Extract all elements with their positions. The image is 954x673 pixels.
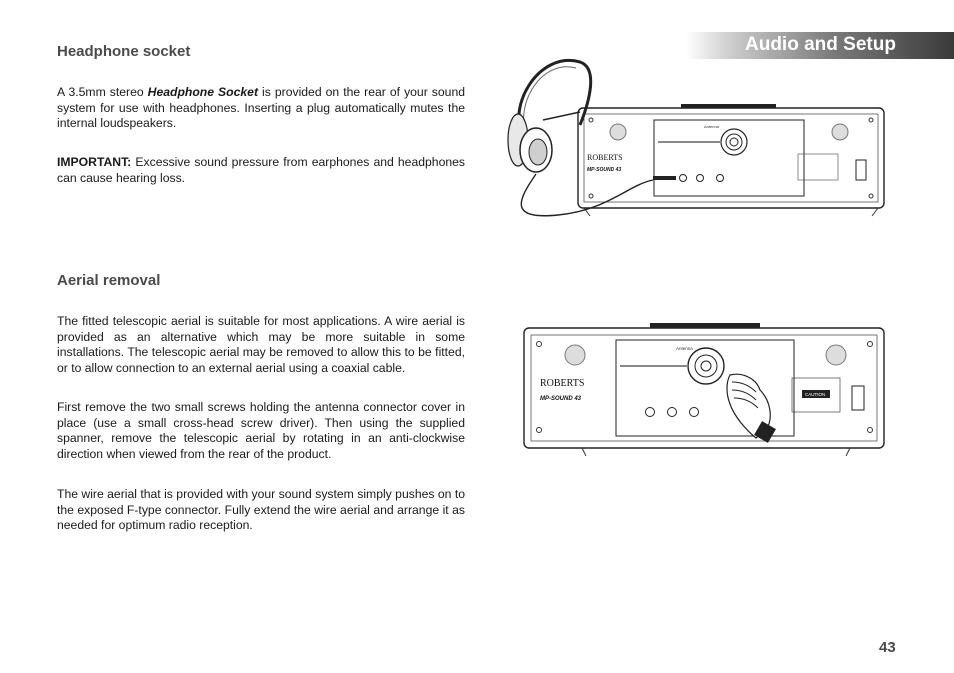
- figure2-brand: ROBERTS: [540, 378, 585, 389]
- aerial-paragraph-3: The wire aerial that is provided with your sound system simply pushes on to the exposed F-type connector. Fully extend the wire aerial and arrange it as needed for optimum radio reception.: [57, 487, 465, 533]
- headphone-illustration: [498, 50, 898, 225]
- figure2-antenna-label: Antenna: [676, 346, 693, 351]
- aerial-heading: Aerial removal: [57, 272, 161, 289]
- page-number: 43: [879, 639, 896, 656]
- important-text: Excessive sound pressure from earphones and headphones can cause hearing loss.: [57, 155, 465, 185]
- headphone-socket-term: Headphone Socket: [147, 85, 259, 99]
- important-paragraph: [57, 155, 465, 186]
- figure2-caution: CAUTION: [805, 392, 826, 397]
- aerial-removal-illustration: [520, 320, 890, 465]
- headphone-para-pre: A 3.5mm stereo: [57, 85, 148, 99]
- figure2-model: MP-SOUND 43: [540, 396, 582, 402]
- headphone-paragraph: [57, 85, 465, 132]
- aerial-paragraph-2: First remove the two small screws holding the antenna connector cover in place (use a small cross-head screw driver). Then using the supplied spanner, remove the telescopic aerial by rotating in an anti-clockwise direction when viewed from the rear of the product.: [57, 400, 465, 461]
- headphone-heading: Headphone socket: [57, 43, 191, 60]
- figure1-brand: ROBERTS: [587, 153, 623, 162]
- figure1-antenna-label: Antenna: [704, 124, 719, 129]
- aerial-paragraph-1: The fitted telescopic aerial is suitable for most applications. A wire aerial is provided as an alternative which may be more suitable in some installations. The telescopic aerial may be removed to allow this to be fitted, or to allow connection to an external aerial using a coaxial cable.: [57, 314, 465, 375]
- figure1-model: MP-SOUND 43: [587, 167, 622, 173]
- section-title: Audio and Setup: [745, 34, 896, 55]
- headphone-para-post: is provided on the rear of your sound system for use with headphones. Inserting a plug automatically mutes the internal loudspeakers.: [57, 85, 466, 131]
- important-label: IMPORTANT:: [57, 155, 132, 169]
